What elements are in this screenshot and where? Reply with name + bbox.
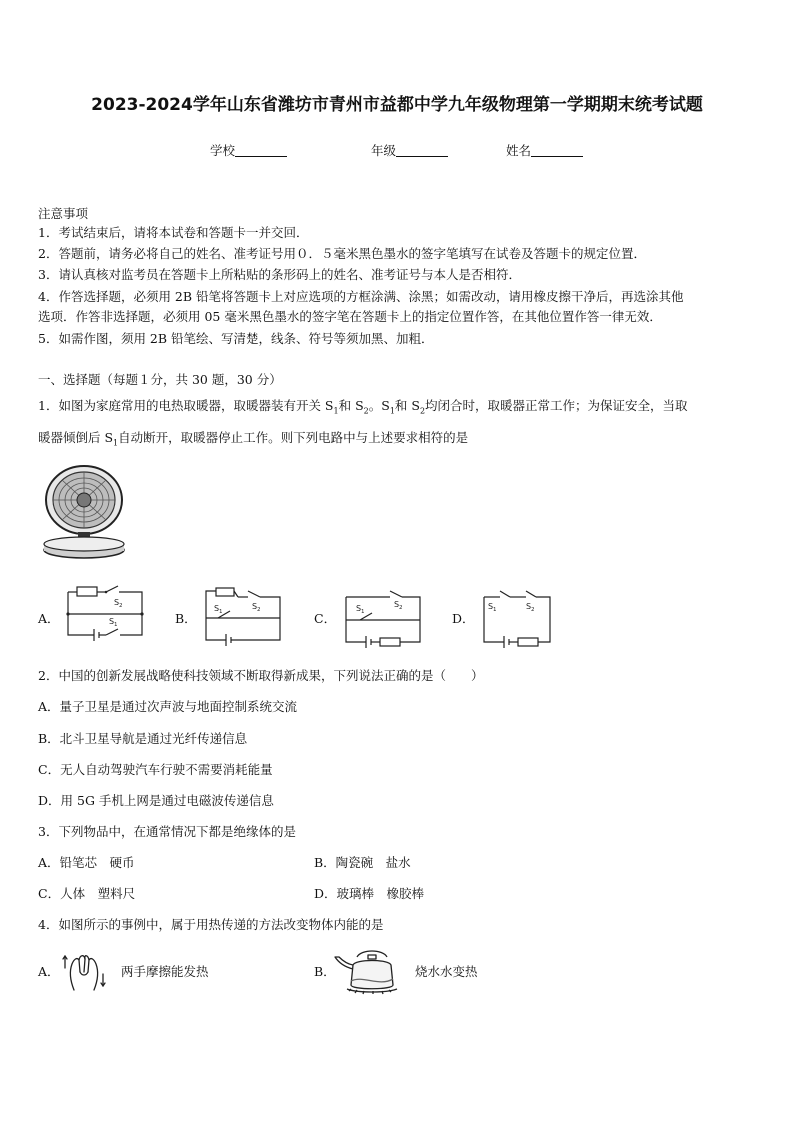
name-label: 姓名: [506, 143, 532, 158]
grade-field[interactable]: [371, 141, 448, 159]
q4-option-a-letter[interactable]: A．: [38, 964, 60, 979]
q4-option-a-caption: 两手摩擦能发热: [121, 964, 209, 979]
svg-text:S: S: [109, 617, 115, 626]
q2-option-b[interactable]: B．北斗卫星导航是通过光纤传递信息: [38, 731, 248, 746]
q3-option-d[interactable]: D．玻璃棒 橡胶棒: [314, 886, 425, 901]
svg-text:S: S: [252, 602, 258, 611]
q1-option-d-letter[interactable]: D．: [452, 611, 475, 626]
svg-text:S: S: [394, 600, 400, 609]
q1-option-b-letter[interactable]: B．: [175, 611, 197, 626]
name-field[interactable]: [506, 141, 583, 159]
svg-text:S: S: [114, 598, 120, 607]
svg-text:1: 1: [219, 609, 223, 615]
q1-option-a-letter[interactable]: A．: [38, 611, 60, 626]
rubbing-hands-icon: [60, 950, 108, 992]
notice-heading: 注意事项: [38, 206, 89, 221]
svg-text:S: S: [488, 602, 494, 611]
q3-stem: 3．下列物品中，在通常情况下都是绝缘体的是: [38, 824, 296, 839]
notice-item: 1．考试结束后，请将本试卷和答题卡一并交回．: [38, 225, 309, 240]
q2-option-a[interactable]: A．量子卫星是通过次声波与地面控制系统交流: [38, 699, 298, 714]
svg-text:2: 2: [531, 607, 535, 613]
school-label: 学校: [210, 143, 236, 158]
q1-stem-line1: 1．如图为家庭常用的电热取暖器，取暖器装有开关 $S_1$和 $S_2$。$S_1$和 $S_2$均闭合时，取暖器正常工作；为保证安全，当取: [38, 398, 688, 416]
school-blank[interactable]: [235, 143, 287, 157]
svg-text:S: S: [214, 604, 220, 613]
notice-item: 选项．作答非选择题，必须用 05 毫米黑色墨水的签字笔在答题卡上的指定位置作答，在其他位置作答一律无效．: [38, 309, 662, 324]
notice-item: 3．请认真核对监考员在答题卡上所粘贴的条形码上的姓名、准考证号与本人是否相符．: [38, 267, 521, 282]
name-blank[interactable]: [531, 143, 583, 157]
notice-item: 4．作答选择题，必须用 2B 铅笔将答题卡上对应选项的方框涂满、涂黑；如需改动，请用橡皮擦干净后，再选涂其他: [38, 289, 684, 304]
circuit-diagram-b[interactable]: [198, 585, 288, 647]
svg-text:2: 2: [119, 603, 123, 609]
q2-option-d[interactable]: D．用 5G 手机上网是通过电磁波传递信息: [38, 793, 274, 808]
q3-option-a[interactable]: A．铅笔芯 硬币: [38, 855, 135, 870]
circuit-diagram-a[interactable]: [60, 580, 150, 642]
school-field[interactable]: [210, 141, 287, 159]
svg-text:1: 1: [493, 607, 497, 613]
exam-title: 2023-2024学年山东省潍坊市青州市益都中学九年级物理第一学期期末统考试题: [91, 95, 703, 115]
grade-label: 年级: [371, 143, 397, 158]
circuit-diagram-d[interactable]: [476, 587, 566, 649]
kettle-icon: [333, 945, 411, 995]
svg-text:2: 2: [257, 607, 261, 613]
svg-text:S: S: [526, 602, 532, 611]
circuit-diagram-c[interactable]: [338, 587, 428, 649]
q4-option-b-letter[interactable]: B．: [314, 964, 336, 979]
q4-stem: 4．如图所示的事例中，属于用热传递的方法改变物体内能的是: [38, 917, 384, 932]
grade-blank[interactable]: [396, 143, 448, 157]
notice-item: 2．答题前，请务必将自己的姓名、准考证号用０．５毫米黑色墨水的签字笔填写在试卷及答题卡的规定位置．: [38, 246, 646, 261]
q4-option-b-caption: 烧水水变热: [415, 964, 478, 979]
q3-option-c[interactable]: C．人体 塑料尺: [38, 886, 136, 901]
svg-text:1: 1: [361, 609, 365, 615]
electric-heater-image: [38, 462, 134, 562]
notice-item: 5．如需作图，须用 2B 铅笔绘、写清楚，线条、符号等须加黑、加粗．: [38, 331, 434, 346]
svg-text:2: 2: [399, 605, 403, 611]
q3-option-b[interactable]: B．陶瓷碗 盐水: [314, 855, 411, 870]
svg-text:1: 1: [114, 622, 118, 628]
section-heading: 一、选择题（每题１分，共 30 题，30 分）: [38, 372, 282, 387]
q2-option-c[interactable]: C．无人自动驾驶汽车行驶不需要消耗能量: [38, 762, 273, 777]
svg-text:S: S: [356, 604, 362, 613]
q2-stem: 2．中国的创新发展战略使科技领域不断取得新成果，下列说法正确的是（ ）: [38, 668, 484, 683]
q1-stem-line2: 暖器倾倒后 $S_1$自动断开，取暖器停止工作。则下列电路中与上述要求相符的是: [38, 430, 469, 448]
q1-option-c-letter[interactable]: C．: [314, 611, 337, 626]
